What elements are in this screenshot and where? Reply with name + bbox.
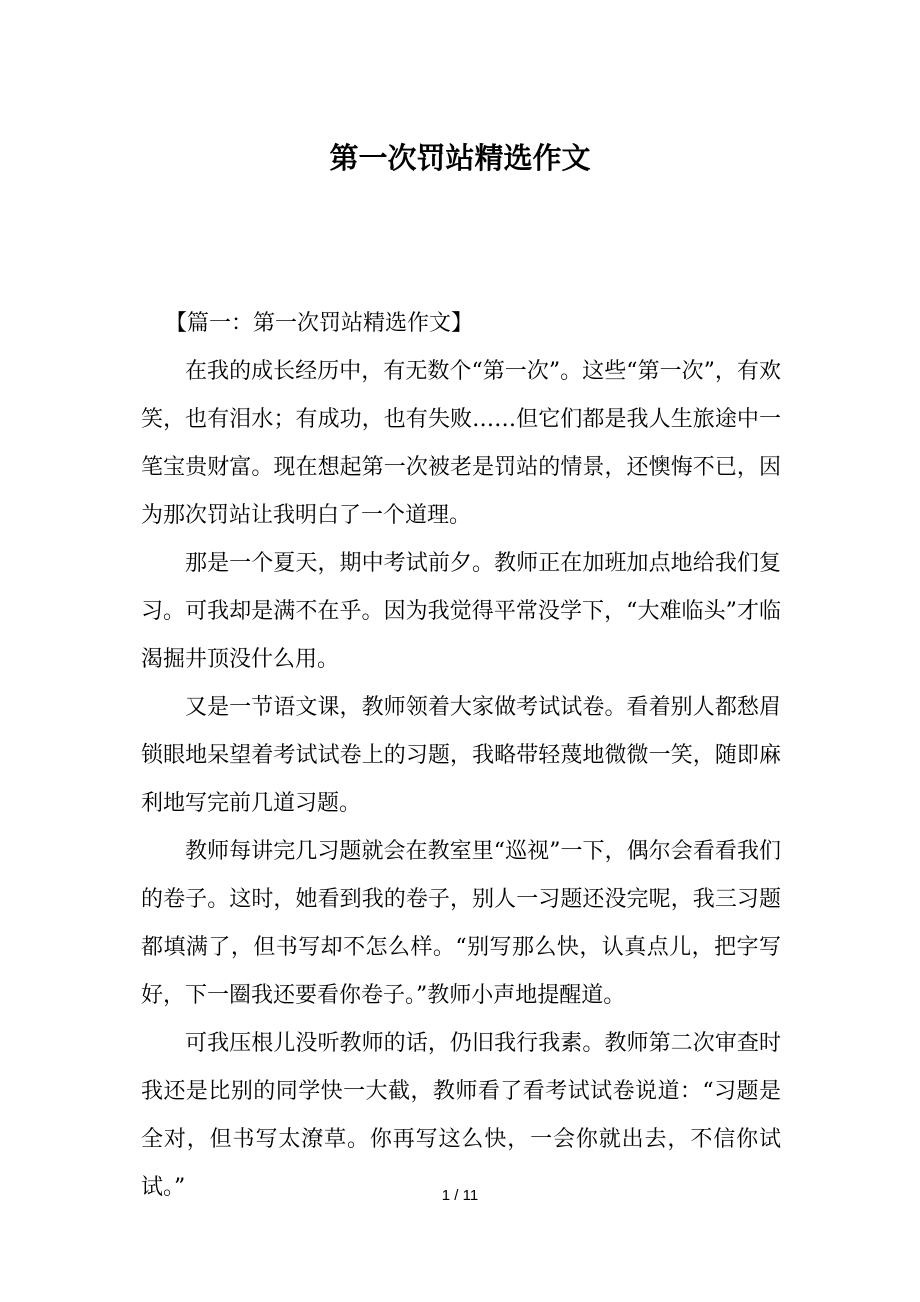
paragraph: 那是一个夏天，期中考试前夕。教师正在加班加点地给我们复习。可我却是满不在乎。因为我觉得平常没学下，“大难临头”才临渴掘井顶没什么用。 (141, 551, 781, 672)
paragraph: 教师每讲完几习题就会在教室里“巡视”一下，偶尔会看看我们的卷子。这时，她看到我的卷子，别人一习题还没完呢，我三习题都填满了，但书写却不怎么样。“别写那么快，认真点儿，把字写好，下一圈我还要看你卷子。”教师小声地提醒道。 (141, 839, 781, 1008)
section-heading: 【篇一：第一次罚站精选作文】 (165, 311, 474, 336)
paragraph: 在我的成长经历中，有无数个“第一次”。这些“第一次”，有欢笑，也有泪水；有成功，也有失败……但它们都是我人生旅途中一笔宝贵财富。现在想起第一次被老是罚站的情景，还懊悔不已，因为那次罚站让我明白了一个道理。 (141, 359, 781, 528)
paragraph: 又是一节语文课，教师领着大家做考试试卷。看着别人都愁眉锁眼地呆望着考试试卷上的习题，我略带轻蔑地微微一笑，随即麻利地写完前几道习题。 (141, 695, 781, 816)
paragraph: 可我压根儿没听教师的话，仍旧我行我素。教师第二次审查时我还是比别的同学快一大截，教师看了看考试试卷说道：“习题是全对，但书写太潦草。你再写这么快，一会你就出去，不信你试试。” (141, 1031, 781, 1200)
page-number: 1 / 11 (441, 1187, 479, 1204)
document-title: 第一次罚站精选作文 (329, 141, 591, 175)
document-body (141, 300, 781, 1212)
